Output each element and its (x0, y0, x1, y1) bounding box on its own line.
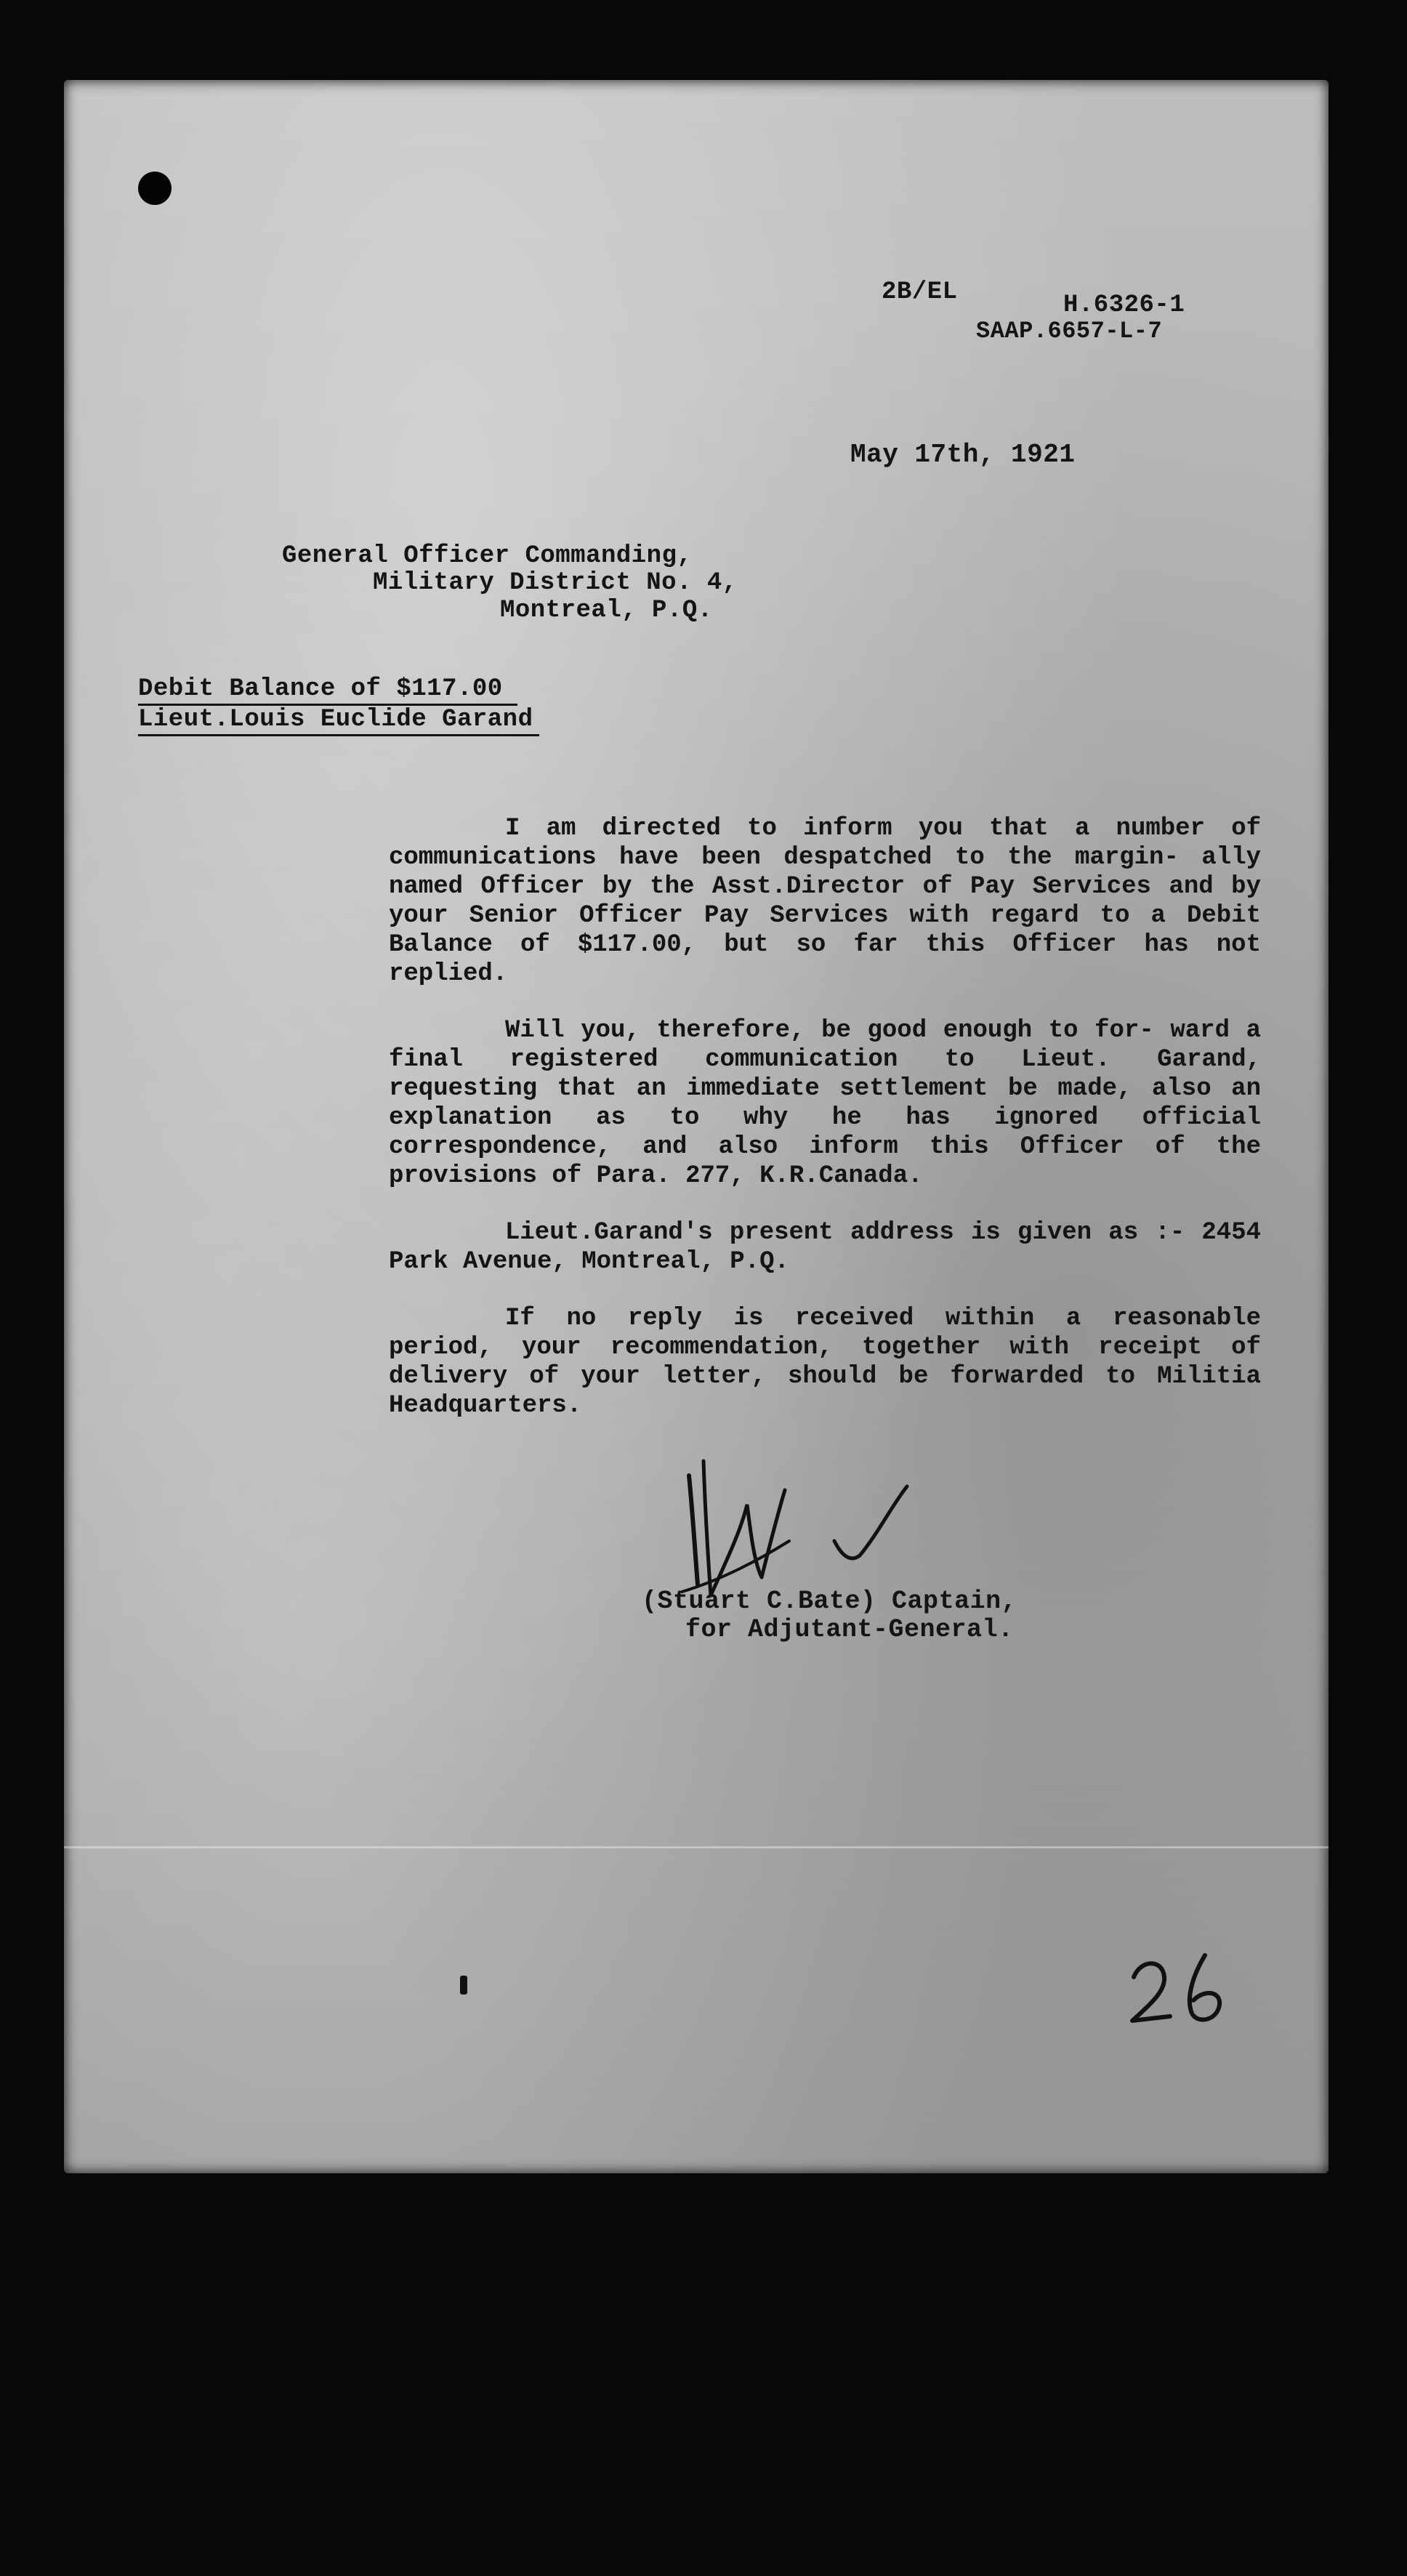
signatory-title: for Adjutant-General. (685, 1615, 1014, 1644)
signatory-name: (Stuart C.Bate) Captain, (642, 1587, 1017, 1616)
subject-line-2: Lieut.Louis Euclide Garand (138, 705, 539, 736)
handwritten-page-number (1119, 1941, 1250, 2028)
letter-date: May 17th, 1921 (850, 440, 1076, 470)
address-line-1: General Officer Commanding, (282, 542, 693, 570)
ink-smudge (460, 1976, 467, 1995)
body-paragraph-1: I am directed to inform you that a number of communications have been despatched to the margin- ally named Officer by the Asst.Director of Pay Services and by your Senior Officer Pay Services with regard to a Debit Balance of $117.00, but so far this Officer has not replied. (389, 815, 1261, 988)
file-number-secondary: SAAP.6657-L-7 (976, 318, 1163, 345)
file-number: H.6326-1 (1063, 291, 1185, 319)
body-paragraph-3: Lieut.Garand's present address is given as :- 2454 Park Avenue, Montreal, P.Q. (389, 1219, 1261, 1276)
handwritten-signature (660, 1446, 1009, 1606)
address-line-3: Montreal, P.Q. (500, 597, 713, 624)
subject-line-1: Debit Balance of $117.00 (138, 675, 517, 706)
punch-hole (138, 172, 172, 205)
address-line-2: Military District No. 4, (373, 569, 738, 597)
body-paragraph-2: Will you, therefore, be good enough to for- ward a final registered communication to Lieut. Garand, requesting that an immediate settlement be made, also an explanation as to why he has ignored official correspondence, and also inform this Officer of the provisions of Para. 277, K.R.Canada. (389, 1017, 1261, 1190)
body-paragraph-4: If no reply is received within a reasonable period, your recommendation, together with receipt of delivery of your letter, should be forwarded to Militia Headquarters. (389, 1305, 1261, 1420)
letter-page (64, 80, 1329, 2173)
letter-body (389, 814, 1261, 1448)
reference-code: 2B/EL (882, 278, 958, 306)
fold-line (64, 1846, 1329, 1848)
